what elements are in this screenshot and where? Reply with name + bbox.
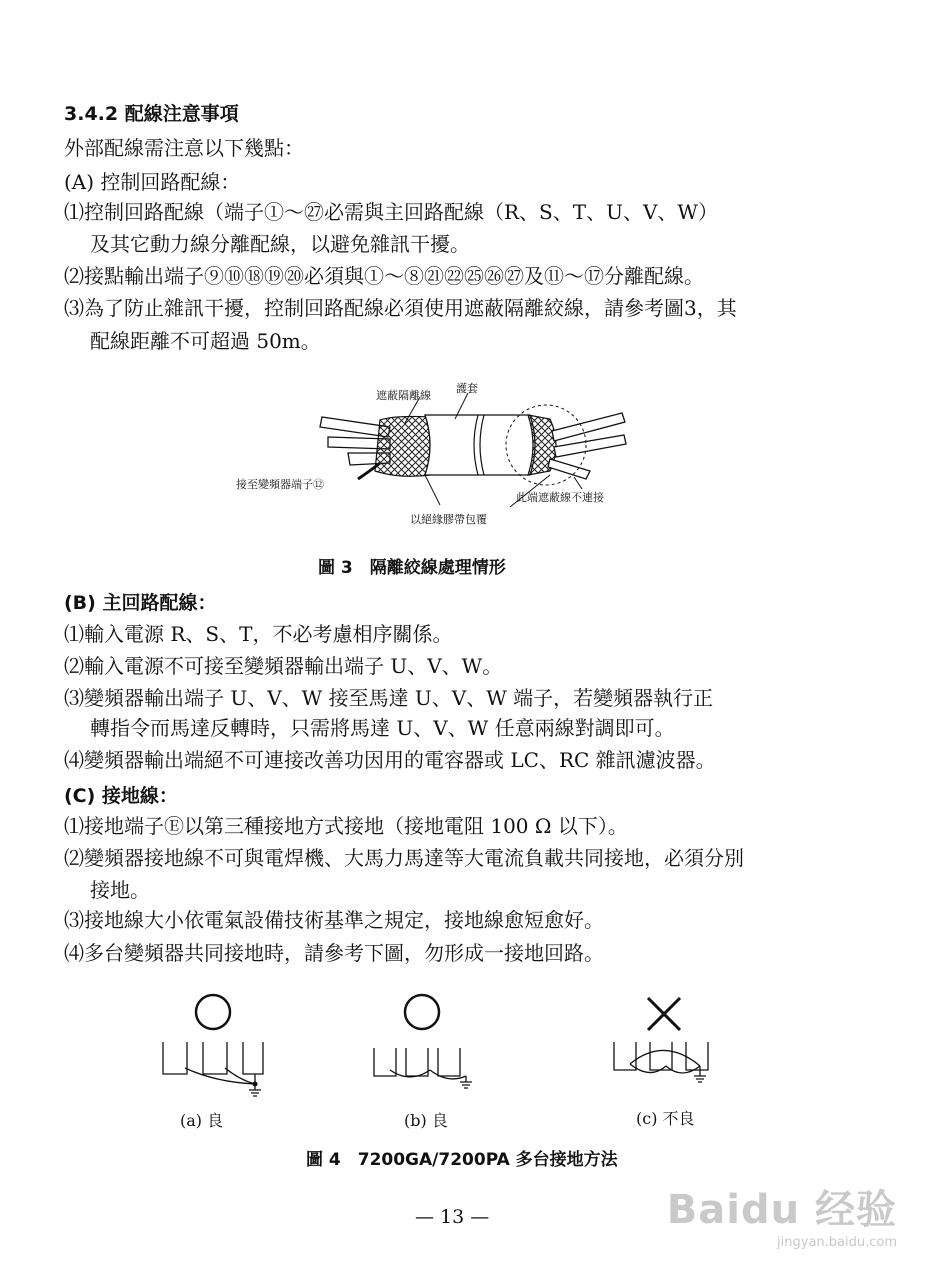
left-shield-braid (375, 416, 430, 476)
grounding-diagram-a (155, 990, 275, 1100)
part-c-item-2-cont: 接地。 (90, 878, 150, 902)
label-no-connect: 此端遮蔽線不連接 (516, 491, 604, 504)
part-c-item-1: ⑴接地端子Ⓔ以第三種接地方式接地（接地電阻 100 Ω 以下）。 (64, 814, 628, 838)
label-shield-wire: 遮蔽隔離線 (376, 389, 431, 402)
part-a-item-3: ⑶為了防止雜訊干擾，控制回路配線必須使用遮蔽隔離絞線，請參考圖3，其 (64, 296, 737, 320)
grounding-diagram-b (370, 990, 490, 1100)
good-mark-icon (196, 995, 230, 1029)
figure-4a-label: (a) 良 (180, 1111, 224, 1130)
baidu-watermark (667, 1178, 897, 1250)
figure-4c-label: (c) 不良 (636, 1109, 695, 1128)
part-b-title: (B) 主回路配線： (64, 592, 217, 614)
part-c-title: (C) 接地線： (64, 785, 178, 807)
bad-mark-icon (648, 998, 680, 1030)
right-wire-ends (548, 413, 626, 479)
figure-3-caption: 圖 3 隔離絞線處理情形 (318, 558, 506, 578)
section-heading: 3.4.2 配線注意事項 (64, 103, 239, 125)
figure-4b-label: (b) 良 (404, 1111, 448, 1130)
part-c-item-2: ⑵變頻器接地線不可與電焊機、大馬力馬達等大電流負載共同接地，必須分別 (64, 846, 744, 870)
part-c-item-3: ⑶接地線大小依電氣設備技術基準之規定，接地線愈短愈好。 (64, 908, 604, 932)
part-a-item-2: ⑵接點輸出端子⑨⑩⑱⑲⑳必須與①～⑧㉑㉒㉕㉖㉗及⑪～⑰分離配線。 (64, 264, 704, 288)
section-intro: 外部配線需注意以下幾點： (64, 136, 304, 160)
figure-4-caption: 圖 4 7200GA/7200PA 多台接地方法 (306, 1150, 618, 1170)
grounding-diagram-c (600, 990, 720, 1100)
part-a-title: (A) 控制回路配線： (64, 170, 241, 194)
label-to-terminal: 接至變頻器端子⑫ (236, 478, 324, 491)
part-b-item-4: ⑷變頻器輸出端絕不可連接改善功因用的電容器或 LC、RC 雜訊濾波器。 (64, 748, 716, 772)
label-sheath: 護套 (456, 382, 478, 395)
page-number: — 13 — (415, 1206, 490, 1228)
watermark-url: jingyan.baidu.com (777, 1235, 897, 1250)
part-b-item-3-cont: 轉指令而馬達反轉時，只需將馬達 U、V、W 任意兩線對調即可。 (90, 716, 675, 740)
part-b-item-1: ⑴輸入電源 R、S、T，不必考慮相序關係。 (64, 622, 453, 646)
part-c-item-4: ⑷多台變頻器共同接地時，請參考下圖，勿形成一接地回路。 (64, 941, 604, 965)
part-a-item-1-cont: 及其它動力線分離配線，以避免雜訊干擾。 (90, 232, 470, 256)
label-insulating-tape: 以絕緣膠帶包覆 (410, 513, 487, 526)
part-a-item-3-cont: 配線距離不可超過 50m。 (90, 329, 321, 353)
part-b-item-3: ⑶變頻器輸出端子 U、V、W 接至馬達 U、V、W 端子，若變頻器執行正 (64, 686, 714, 710)
watermark-brand: Baidu 经验 (666, 1187, 897, 1233)
part-a-item-1: ⑴控制回路配線（端子①～㉗必需與主回路配線（R、S、T、U、V、W） (64, 200, 718, 224)
good-mark-icon (405, 995, 439, 1029)
part-b-item-2: ⑵輸入電源不可接至變頻器輸出端子 U、V、W。 (64, 654, 503, 678)
